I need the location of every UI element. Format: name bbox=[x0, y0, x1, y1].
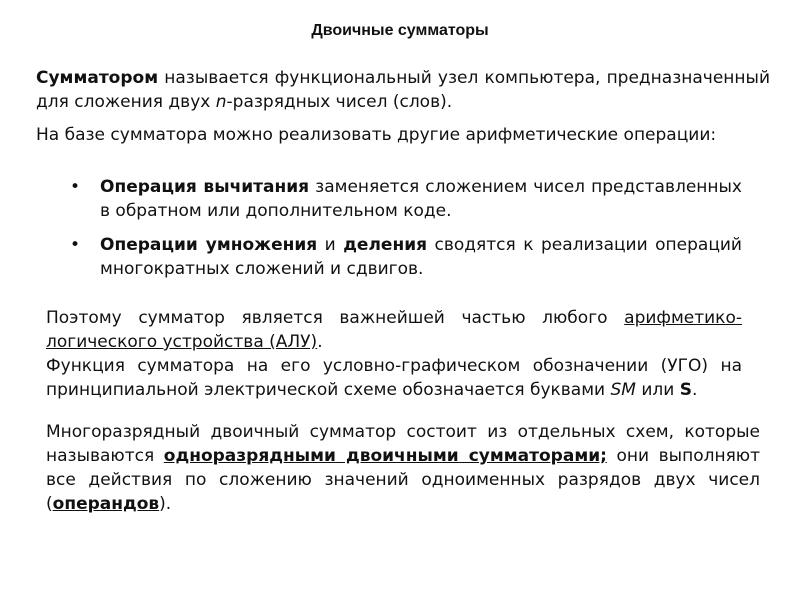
bullet-marker: • bbox=[70, 177, 81, 197]
ugo-or: или bbox=[635, 380, 680, 400]
alu-text: Поэтому сумматор является важнейшей частью любого bbox=[46, 308, 625, 328]
ugo-end: . bbox=[692, 380, 698, 400]
alu-underlined-term: арифметико-логического устройства (АЛУ) bbox=[46, 308, 742, 352]
paragraph-other-operations: На базе сумматора можно реализовать другие арифметические операции: bbox=[36, 125, 717, 145]
paragraph-ugo bbox=[46, 354, 742, 402]
one-bit-adder-term: одноразрядными двоичными сумматорами; bbox=[163, 446, 607, 466]
division-term: деления bbox=[343, 235, 428, 255]
alu-end: . bbox=[317, 332, 323, 352]
multiplication-term: Операции умножения bbox=[100, 235, 318, 255]
term-adder: Сумматором bbox=[36, 68, 159, 88]
definition-text-a: называется функциональный узел компьютера, предназначенный для сложения двух bbox=[36, 68, 770, 112]
paragraph-multibit-adder bbox=[46, 420, 760, 516]
paragraph-alu bbox=[46, 306, 742, 354]
multiplication-division-text: сводятся к реализации операций многократных сложений и сдвигов. bbox=[100, 235, 742, 279]
operations-list bbox=[70, 175, 742, 281]
s-symbol: S bbox=[679, 380, 692, 400]
multibit-text-b: они выполняют все действия по сложению значений одноименных разрядов двух чисел ( bbox=[46, 446, 761, 514]
multibit-text-a: Многоразрядный двоичный сумматор состоит из отдельных схем, которые называются bbox=[46, 422, 760, 466]
ugo-text: Функция сумматора на его условно-графическом обозначении (УГО) на принципиальной электрической схеме обозначается буквами bbox=[46, 356, 742, 400]
slide-title: Двоичные сумматоры bbox=[311, 22, 489, 39]
list-item-multiplication-division bbox=[70, 233, 742, 281]
paragraph-adder-definition bbox=[36, 66, 770, 114]
multibit-end: ). bbox=[159, 494, 172, 514]
operands-term: операндов bbox=[52, 494, 160, 514]
sm-symbol: SM bbox=[610, 380, 636, 400]
conjunction-text: и bbox=[317, 235, 344, 255]
definition-text-b: -разрядных чисел (слов). bbox=[226, 92, 453, 112]
list-item-subtraction bbox=[70, 175, 742, 223]
bullet-marker: • bbox=[70, 235, 81, 255]
subtraction-text: заменяется сложением чисел представленных в обратном или дополнительном коде. bbox=[100, 177, 742, 221]
n-variable: n bbox=[215, 92, 227, 112]
subtraction-term: Операция вычитания bbox=[100, 177, 310, 197]
